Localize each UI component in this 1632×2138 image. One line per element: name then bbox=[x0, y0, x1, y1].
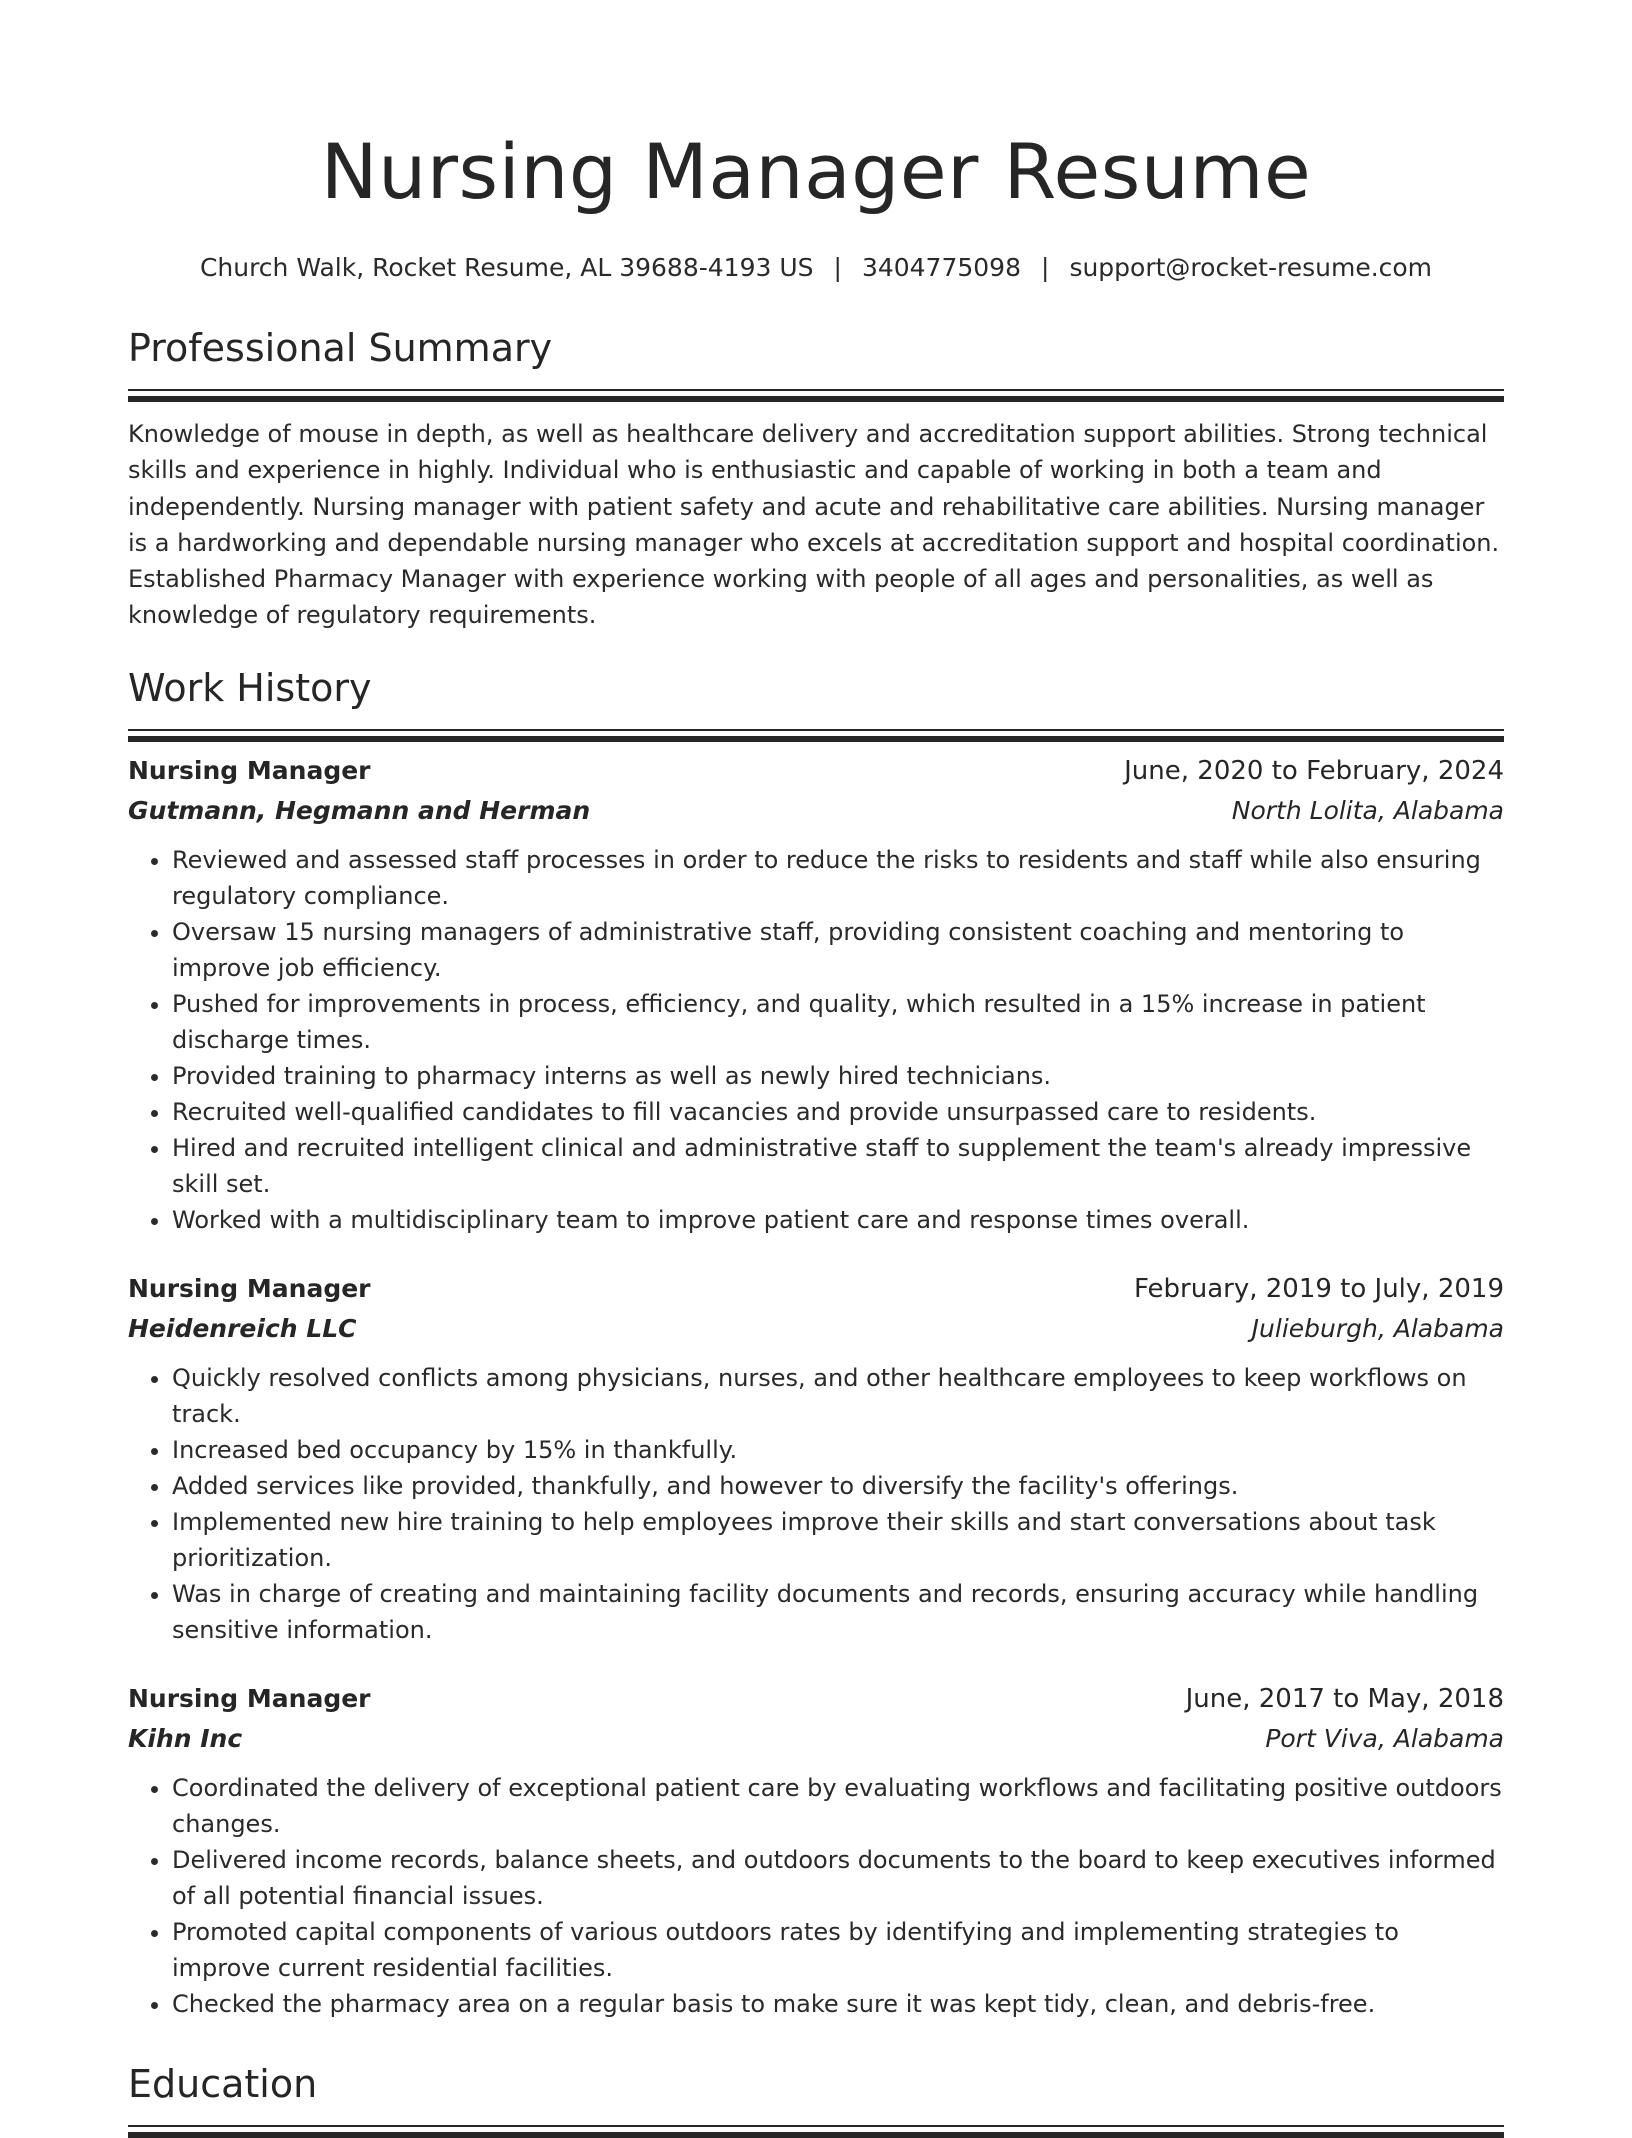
job-location: North Lolita, Alabama bbox=[1231, 795, 1504, 825]
contact-phone: 3404775098 bbox=[861, 253, 1021, 282]
job-dates: June, 2020 to February, 2024 bbox=[1124, 755, 1504, 786]
job-header-row bbox=[128, 1682, 1504, 1716]
job-company: Kihn Inc bbox=[128, 1723, 243, 1753]
list-item: • Was in charge of creating and maintaining facility documents and records, ensuring accuracy while handling sensitive information. bbox=[172, 1576, 1504, 1648]
job-company: Heidenreich LLC bbox=[128, 1313, 357, 1343]
list-item: • Coordinated the delivery of exceptional patient care by evaluating workflows and facilitating positive outdoors changes. bbox=[172, 1770, 1504, 1842]
page-title: Nursing Manager Resume bbox=[320, 127, 1312, 216]
job-entry bbox=[128, 1272, 1504, 1648]
list-item: • Oversaw 15 nursing managers of administrative staff, providing consistent coaching and mentoring to improve job efficiency. bbox=[172, 914, 1504, 986]
job-company-row bbox=[128, 794, 1504, 828]
summary-text: Knowledge of mouse in depth, as well as healthcare delivery and accreditation support abilities. Strong technical skills and experience in highly. Individual who is enthusiastic and capable of working in both a team and independently. Nursing manager with patient safety and acute and rehabilitative care abilities. Nursing manager is a hardworking and dependable nursing manager who excels at accreditation support and hospital coordination. Established Pharmacy Manager with experience working with people of all ages and personalities, as well as knowledge of regulatory requirements. bbox=[128, 420, 1500, 630]
job-bullet-list bbox=[128, 1770, 1504, 2022]
work-section-header bbox=[128, 664, 1504, 742]
job-title: Nursing Manager bbox=[128, 1273, 371, 1303]
job-company: Gutmann, Hegmann and Herman bbox=[128, 795, 591, 825]
list-item: • Provided training to pharmacy interns as well as newly hired technicians. bbox=[172, 1058, 1504, 1094]
job-title: Nursing Manager bbox=[128, 1683, 371, 1713]
list-item: • Increased bed occupancy by 15% in thankfully. bbox=[172, 1432, 1504, 1468]
contact-separator: | bbox=[833, 253, 842, 282]
list-item: • Quickly resolved conflicts among physicians, nurses, and other healthcare employees to keep workflows on track. bbox=[172, 1360, 1504, 1432]
job-company-row bbox=[128, 1312, 1504, 1346]
work-section-title: Work History bbox=[128, 665, 372, 710]
section-divider bbox=[128, 389, 1504, 402]
job-dates: June, 2017 to May, 2018 bbox=[1185, 1683, 1504, 1714]
contact-line bbox=[128, 252, 1504, 284]
list-item: • Hired and recruited intelligent clinical and administrative staff to supplement the team's already impressive skill set. bbox=[172, 1130, 1504, 1202]
job-bullet-list bbox=[128, 1360, 1504, 1648]
contact-separator: | bbox=[1041, 253, 1050, 282]
summary-section-header bbox=[128, 324, 1504, 402]
list-item: • Promoted capital components of various outdoors rates by identifying and implementing strategies to improve current residential facilities. bbox=[172, 1914, 1504, 1986]
education-section-title: Education bbox=[128, 2061, 318, 2106]
list-item: • Worked with a multidisciplinary team to improve patient care and response times overall. bbox=[172, 1202, 1504, 1238]
job-company-row bbox=[128, 1722, 1504, 1756]
job-location: Julieburgh, Alabama bbox=[1251, 1313, 1504, 1343]
list-item: • Pushed for improvements in process, efficiency, and quality, which resulted in a 15% increase in patient discharge times. bbox=[172, 986, 1504, 1058]
job-header-row bbox=[128, 754, 1504, 788]
job-title: Nursing Manager bbox=[128, 755, 371, 785]
list-item: • Added services like provided, thankfully, and however to diversify the facility's offerings. bbox=[172, 1468, 1504, 1504]
section-divider bbox=[128, 729, 1504, 742]
education-section-header bbox=[128, 2060, 1504, 2138]
list-item: • Recruited well-qualified candidates to fill vacancies and provide unsurpassed care to residents. bbox=[172, 1094, 1504, 1130]
contact-address: Church Walk, Rocket Resume, AL 39688-4193 US bbox=[199, 253, 814, 282]
list-item: • Implemented new hire training to help employees improve their skills and start conversations about task prioritization. bbox=[172, 1504, 1504, 1576]
list-item: • Reviewed and assessed staff processes in order to reduce the risks to residents and staff while also ensuring regulatory compliance. bbox=[172, 842, 1504, 914]
job-location: Port Viva, Alabama bbox=[1265, 1723, 1504, 1753]
job-entry bbox=[128, 1682, 1504, 2022]
section-divider bbox=[128, 2125, 1504, 2138]
list-item: • Checked the pharmacy area on a regular basis to make sure it was kept tidy, clean, and debris-free. bbox=[172, 1986, 1504, 2022]
job-header-row bbox=[128, 1272, 1504, 1306]
job-entry bbox=[128, 754, 1504, 1238]
job-dates: February, 2019 to July, 2019 bbox=[1134, 1273, 1504, 1304]
list-item: • Delivered income records, balance sheets, and outdoors documents to the board to keep executives informed of all potential financial issues. bbox=[172, 1842, 1504, 1914]
summary-section-title: Professional Summary bbox=[128, 326, 553, 370]
job-bullet-list bbox=[128, 842, 1504, 1238]
contact-email: support@rocket-resume.com bbox=[1069, 253, 1433, 282]
